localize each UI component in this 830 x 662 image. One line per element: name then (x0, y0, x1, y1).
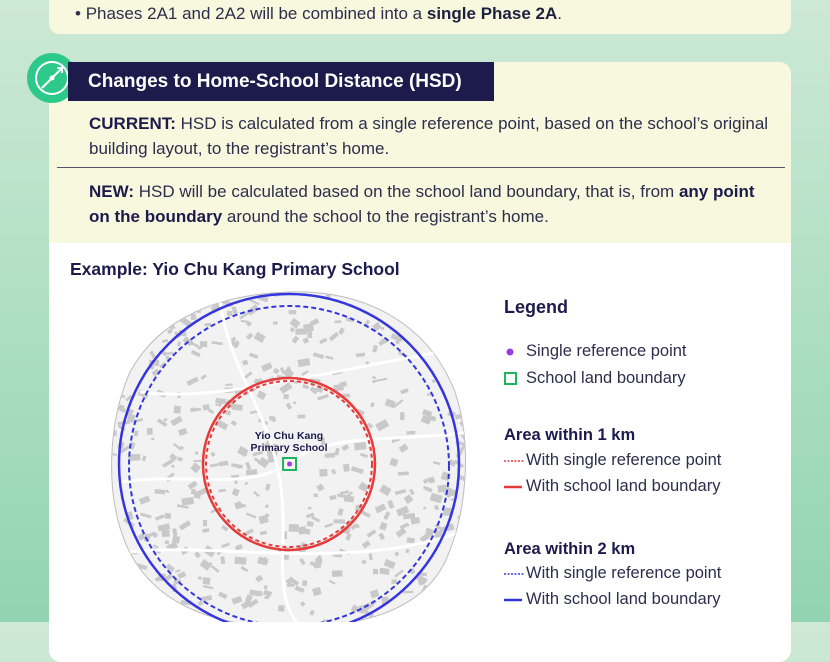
red-solid-line-icon (504, 478, 526, 496)
building-footprint (234, 557, 246, 565)
school-map (100, 282, 480, 622)
building-footprint (165, 540, 170, 544)
legend-land-boundary (504, 369, 686, 388)
building-footprint (447, 321, 458, 332)
building-footprint (265, 504, 269, 508)
legend-area1-boundary (504, 477, 720, 496)
legend-land-boundary-label: School land boundary (526, 369, 686, 388)
building-footprint (204, 323, 211, 327)
building-footprint (110, 567, 115, 572)
building-footprint (335, 320, 342, 323)
building-footprint (154, 596, 164, 604)
building-footprint (314, 493, 318, 497)
building-footprint (458, 536, 463, 540)
building-footprint (332, 570, 343, 577)
purple-dot-icon (504, 343, 526, 361)
building-footprint (451, 564, 457, 571)
building-footprint (113, 375, 123, 381)
building-footprint (459, 401, 463, 405)
building-footprint (289, 524, 300, 532)
building-footprint (165, 299, 174, 307)
bullet: • (75, 4, 81, 23)
building-footprint (115, 555, 125, 559)
building-footprint (467, 398, 479, 407)
building-footprint (457, 374, 466, 382)
new-paragraph (89, 179, 779, 229)
building-footprint (147, 428, 153, 435)
building-footprint (171, 617, 178, 621)
legend-area1-single (504, 451, 721, 470)
building-footprint (416, 301, 422, 309)
building-footprint (334, 519, 345, 523)
divider (57, 167, 785, 168)
building-footprint (461, 594, 467, 601)
legend-title: Legend (504, 297, 568, 318)
current-paragraph (89, 111, 779, 161)
legend-area1-single-label: With single reference point (526, 451, 721, 470)
building-footprint (264, 585, 268, 589)
building-footprint (460, 312, 467, 319)
legend-area2-single (504, 564, 721, 583)
building-footprint (133, 325, 143, 335)
legend-single-reference-label: Single reference point (526, 342, 687, 361)
building-footprint (111, 292, 122, 301)
building-footprint (162, 291, 172, 299)
building-footprint (132, 299, 141, 308)
building-footprint (197, 308, 201, 313)
building-footprint (130, 454, 140, 461)
building-footprint (151, 438, 154, 441)
building-footprint (113, 544, 123, 552)
building-footprint (455, 581, 460, 585)
building-footprint (308, 331, 313, 338)
school-label-line1: Yio Chu Kang (255, 430, 323, 442)
phase-note-card (49, 0, 791, 34)
building-footprint (273, 321, 278, 324)
building-footprint (265, 596, 270, 599)
building-footprint (139, 598, 144, 605)
building-footprint (434, 326, 441, 330)
phase-note-prefix: Phases 2A1 and 2A2 will be combined into a (86, 4, 427, 23)
red-dotted-line-icon (504, 452, 526, 470)
building-footprint (364, 297, 368, 301)
legend-area2-single-label: With single reference point (526, 564, 721, 583)
building-footprint (450, 293, 457, 299)
current-label: CURRENT: (89, 114, 176, 133)
legend-area2-boundary-label: With school land boundary (526, 590, 720, 609)
building-footprint (412, 323, 417, 326)
hsd-title: Changes to Home-School Distance (HSD) (68, 62, 494, 101)
building-footprint (436, 338, 446, 346)
building-footprint (140, 607, 152, 618)
building-footprint (461, 582, 470, 589)
building-footprint (111, 612, 120, 618)
building-footprint (114, 551, 123, 559)
building-footprint (407, 431, 416, 435)
building-footprint (463, 344, 469, 351)
building-footprint (291, 328, 295, 332)
building-footprint (289, 310, 297, 315)
building-footprint (181, 497, 194, 505)
building-footprint (114, 550, 119, 555)
building-footprint (437, 485, 446, 493)
building-footprint (119, 337, 129, 346)
building-footprint (459, 337, 469, 343)
building-footprint (461, 552, 471, 562)
building-footprint (172, 535, 180, 543)
legend-single-reference (504, 342, 687, 361)
legend-area2-title: Area within 2 km (504, 540, 635, 559)
building-footprint (141, 583, 148, 588)
building-footprint (343, 464, 350, 472)
building-footprint (354, 442, 367, 451)
building-footprint (198, 577, 202, 580)
building-footprint (319, 469, 327, 477)
building-footprint (400, 412, 405, 420)
building-footprint (391, 579, 397, 583)
building-footprint (462, 402, 474, 412)
building-footprint (203, 577, 211, 585)
building-footprint (466, 496, 477, 506)
building-footprint (128, 584, 139, 594)
building-footprint (295, 328, 307, 335)
building-footprint (452, 370, 462, 377)
building-footprint (171, 304, 175, 306)
phase-note-bold: single Phase 2A (427, 4, 557, 23)
building-footprint (130, 337, 139, 346)
new-text-2: around the school to the registrant’s home. (222, 207, 549, 226)
building-footprint (227, 311, 233, 316)
blue-dotted-line-icon (504, 565, 526, 583)
building-footprint (465, 601, 474, 609)
building-footprint (457, 304, 469, 309)
building-footprint (118, 329, 130, 340)
building-footprint (191, 489, 196, 495)
legend-area1-title: Area within 1 km (504, 426, 635, 445)
building-footprint (440, 580, 451, 588)
building-footprint (454, 578, 461, 584)
building-footprint (451, 371, 457, 376)
building-footprint (308, 507, 312, 509)
legend-area2-boundary (504, 590, 720, 609)
building-footprint (462, 350, 471, 358)
building-footprint (283, 394, 289, 400)
building-footprint (110, 516, 118, 524)
building-footprint (143, 315, 154, 319)
blue-solid-line-icon (504, 591, 526, 609)
building-footprint (449, 362, 460, 371)
building-footprint (167, 310, 177, 319)
building-footprint (287, 584, 295, 587)
building-footprint (149, 302, 160, 310)
building-footprint (111, 357, 120, 362)
current-text: HSD is calculated from a single reference point, based on the school’s original building layout, to the registrant’s home. (89, 114, 768, 158)
building-footprint (165, 513, 172, 519)
building-footprint (148, 598, 157, 605)
new-text-1: HSD will be calculated based on the school land boundary, that is, from (134, 182, 679, 201)
building-footprint (435, 336, 445, 346)
building-footprint (440, 337, 447, 341)
building-footprint (315, 558, 322, 565)
single-reference-point (287, 462, 292, 467)
building-footprint (203, 520, 207, 526)
building-footprint (190, 314, 196, 321)
legend-area1-boundary-label: With school land boundary (526, 477, 720, 496)
building-footprint (200, 341, 207, 347)
building-footprint (135, 344, 140, 350)
building-footprint (373, 569, 378, 574)
building-footprint (452, 618, 463, 622)
building-footprint (349, 293, 357, 298)
new-label: NEW: (89, 182, 134, 201)
building-footprint (145, 321, 152, 327)
building-footprint (461, 617, 467, 621)
school-label-line2: Primary School (250, 442, 327, 454)
building-footprint (435, 611, 438, 616)
building-footprint (167, 604, 178, 611)
building-footprint (465, 572, 476, 582)
new-bold: any point on the boundary (89, 182, 755, 226)
green-square-icon (504, 370, 526, 388)
phase-note-suffix: . (557, 4, 562, 23)
building-footprint (463, 543, 469, 548)
building-footprint (278, 605, 285, 612)
building-footprint (122, 328, 134, 340)
building-footprint (171, 299, 183, 309)
building-footprint (113, 538, 125, 546)
building-footprint (302, 580, 307, 586)
building-footprint (445, 612, 451, 618)
building-footprint (297, 415, 305, 419)
building-footprint (180, 304, 183, 312)
building-footprint (444, 573, 457, 583)
building-footprint (162, 530, 170, 537)
building-footprint (174, 406, 181, 414)
example-title: Example: Yio Chu Kang Primary School (70, 259, 400, 280)
building-footprint (437, 316, 442, 319)
phase-note-line (75, 4, 562, 24)
building-footprint (452, 557, 463, 567)
building-footprint (401, 312, 406, 319)
